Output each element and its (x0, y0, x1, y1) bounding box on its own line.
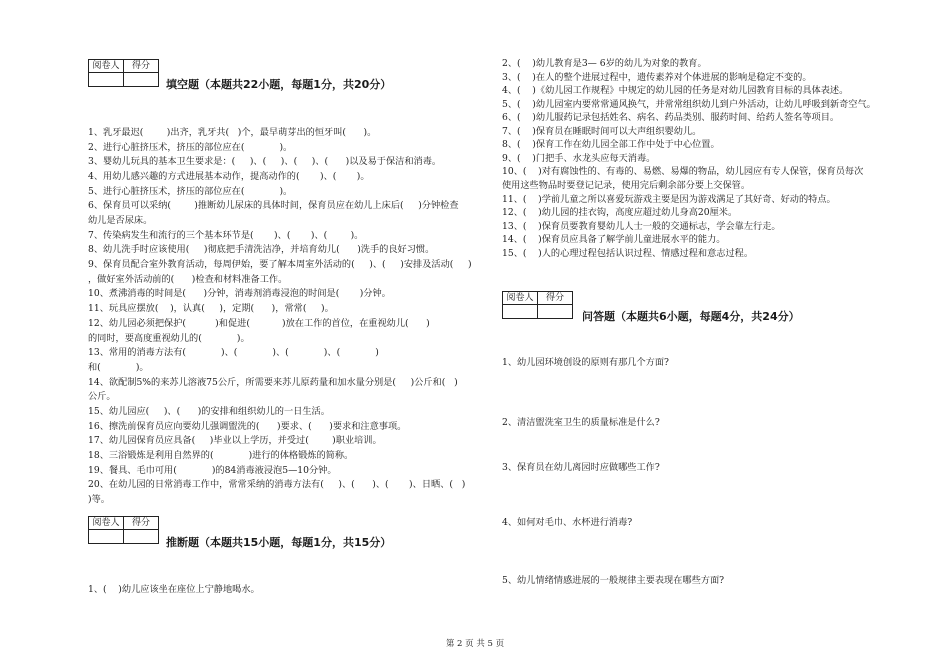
fill-blank-line: 20、在幼儿园的日常消毒工作中，常常采纳的消毒方法有( )、( )、( )、日晒、( ) (88, 479, 466, 491)
judgment-line: 4、( )《幼儿园工作规程》中规定的幼儿园的任务是对幼儿园教育目标的具体表述。 (502, 85, 849, 97)
score-label: 得分 (124, 60, 159, 73)
fill-blank-line: 8、幼儿洗手时应该使用( )彻底把手清洗洁净，并培育幼儿( )洗手的良好习惯。 (88, 244, 435, 256)
fill-blank-title: 填空题（本题共22小题，每题1分，共20分） (166, 78, 392, 91)
fill-blank-line: 6、保育员可以采纳( )推断幼儿尿床的具体时间，保育员应在幼儿上床后( )分钟检查 (88, 200, 459, 212)
fill-blank-line: 9、保育员配合室外教育活动，每周伊始，要了解本周室外活动的( )、( )安排及活动( ) (88, 259, 472, 271)
score-label: 得分 (538, 292, 573, 305)
fill-blank-line: 7、传染病发生和流行的三个基本环节是( )、( )、( )。 (88, 229, 364, 241)
score-box-fill-blank (88, 59, 159, 87)
qa-question: 1、幼儿园环境创设的原则有那几个方面? (502, 357, 669, 368)
fill-blank-line: 19、餐具、毛巾可用( )的84消毒液浸泡5—10分钟。 (88, 464, 337, 476)
judgment-line: 6、( )幼儿服药记录包括姓名、病名、药品类别、服药时间、给药人签名等项目。 (502, 112, 840, 124)
judgment-line: 14、( )保育员应具备了解学前儿童进展水平的能力。 (502, 234, 726, 246)
qa-question: 5、幼儿情绪情感进展的一般规律主要表现在哪些方面? (502, 575, 725, 586)
score-label: 得分 (124, 517, 159, 530)
fill-blank-line: 18、三浴锻炼是利用自然界的( )进行的体格锻炼的简称。 (88, 449, 354, 461)
reviewer-label: 阅卷人 (503, 292, 538, 305)
judgment-line: 9、( )门把手、水龙头应每天消毒。 (502, 152, 656, 164)
qa-title: 问答题（本题共6小题，每题4分，共24分） (582, 310, 800, 323)
fill-blank-line: 的同时，要高度重视幼儿的( )。 (88, 332, 250, 344)
judgment-title: 推断题（本题共15小题，每题1分，共15分） (166, 536, 392, 549)
judgment-line: 8、( )保育工作在幼儿园全部工作中处于中心位置。 (502, 139, 720, 151)
fill-blank-line: 11、玩具应摆放( )，认真( )，定期( )，常常( )。 (88, 303, 334, 315)
fill-blank-line: 15、幼儿园应( )、( )的安排和组织幼儿的一日生活。 (88, 405, 330, 417)
page-footer: 第 2 页 共 5 页 (445, 639, 505, 649)
fill-blank-line: 10、煮沸消毒的时间是( )分钟，消毒剂消毒浸泡的时间是( )分钟。 (88, 288, 391, 300)
judgment-line: 5、( )幼儿园室内要常常通风换气，并常常组织幼儿到户外活动，让幼儿呼吸到新奇空气。 (502, 98, 876, 110)
qa-question: 4、如何对毛巾、水杯进行消毒? (502, 517, 633, 528)
judgment-line: 12、( )幼儿园的挂衣钩，高度应超过幼儿身高20厘米。 (502, 207, 738, 219)
judgment-line: 2、( )幼儿教育是3— 6岁的幼儿为对象的教育。 (502, 58, 707, 69)
judgment-line: 15、( )人的心理过程包括认识过程、情感过程和意志过程。 (502, 247, 754, 259)
judgment-line: 1、( )幼儿应该坐在座位上宁静地喝水。 (88, 584, 260, 595)
reviewer-label: 阅卷人 (89, 60, 124, 73)
qa-question: 2、清洁盥洗室卫生的质量标准是什么? (502, 417, 660, 428)
fill-blank-line: 14、欲配制5%的来苏儿溶液75公斤，所需要来苏儿原药量和加水量分别是( )公斤和( ) (88, 376, 458, 388)
fill-blank-line: 1、乳牙最迟( )出齐，乳牙共( )个，最早萌芽出的恒牙叫( )。 (88, 127, 377, 138)
score-box-judgment (88, 516, 159, 544)
qa-question: 3、保育员在幼儿离园时应做哪些工作? (502, 462, 660, 473)
fill-blank-line: 幼儿是否尿床。 (88, 215, 153, 227)
judgment-line: 10、( )对有腐蚀性的、有毒的、易燃、易爆的物品，幼儿园应有专人保管，保育员每次 (502, 166, 864, 178)
fill-blank-line: 12、幼儿园必须把保护( )和促进( )放在工作的首位，在重视幼儿( ) (88, 317, 430, 329)
judgment-line: 7、( )保育员在睡眠时间可以大声组织婴幼儿。 (502, 125, 702, 137)
fill-blank-line: 4、用幼儿感兴趣的方式进展基本动作，提高动作的( )、( )。 (88, 171, 370, 183)
fill-blank-line: )等。 (88, 494, 110, 505)
judgment-line: 13、( )保育员要教育婴幼儿人士一般的交通标志，学会靠左行走。 (502, 220, 781, 232)
fill-blank-line: 和( )。 (88, 361, 149, 373)
fill-blank-line: 3、婴幼儿玩具的基本卫生要求是：( )、( )、( )、( )以及易于保洁和消毒。 (88, 156, 442, 168)
judgment-line: 使用这些物品时要登记记录，使用完后剩余部分要上交保管。 (502, 179, 751, 191)
fill-blank-line: 5、进行心脏挤压术，挤压的部位应在( )。 (88, 185, 293, 197)
reviewer-label: 阅卷人 (89, 517, 124, 530)
fill-blank-line: 17、幼儿园保育员应具备( )毕业以上学历，并受过( )职业培训。 (88, 435, 382, 447)
score-box-qa (502, 291, 573, 319)
fill-blank-line: ，做好室外活动前的( )检查和材料准备工作。 (88, 273, 288, 285)
fill-blank-line: 16、擦洗前保育员应向要幼儿强调盥洗的( )要求、( )要求和注意事项。 (88, 420, 407, 432)
judgment-line: 11、( )学前儿童之所以喜爱玩游戏主要是因为游戏满足了其好奇、好动的特点。 (502, 193, 836, 205)
fill-blank-line: 13、常用的消毒方法有( )、( )、( )、( ) (88, 347, 379, 359)
fill-blank-line: 2、进行心脏挤压术，挤压的部位应在( )。 (88, 141, 293, 153)
judgment-line: 3、( )在人的整个进展过程中，遗传素养对个体进展的影响是稳定不变的。 (502, 71, 812, 83)
fill-blank-line: 公斤。 (88, 391, 116, 403)
